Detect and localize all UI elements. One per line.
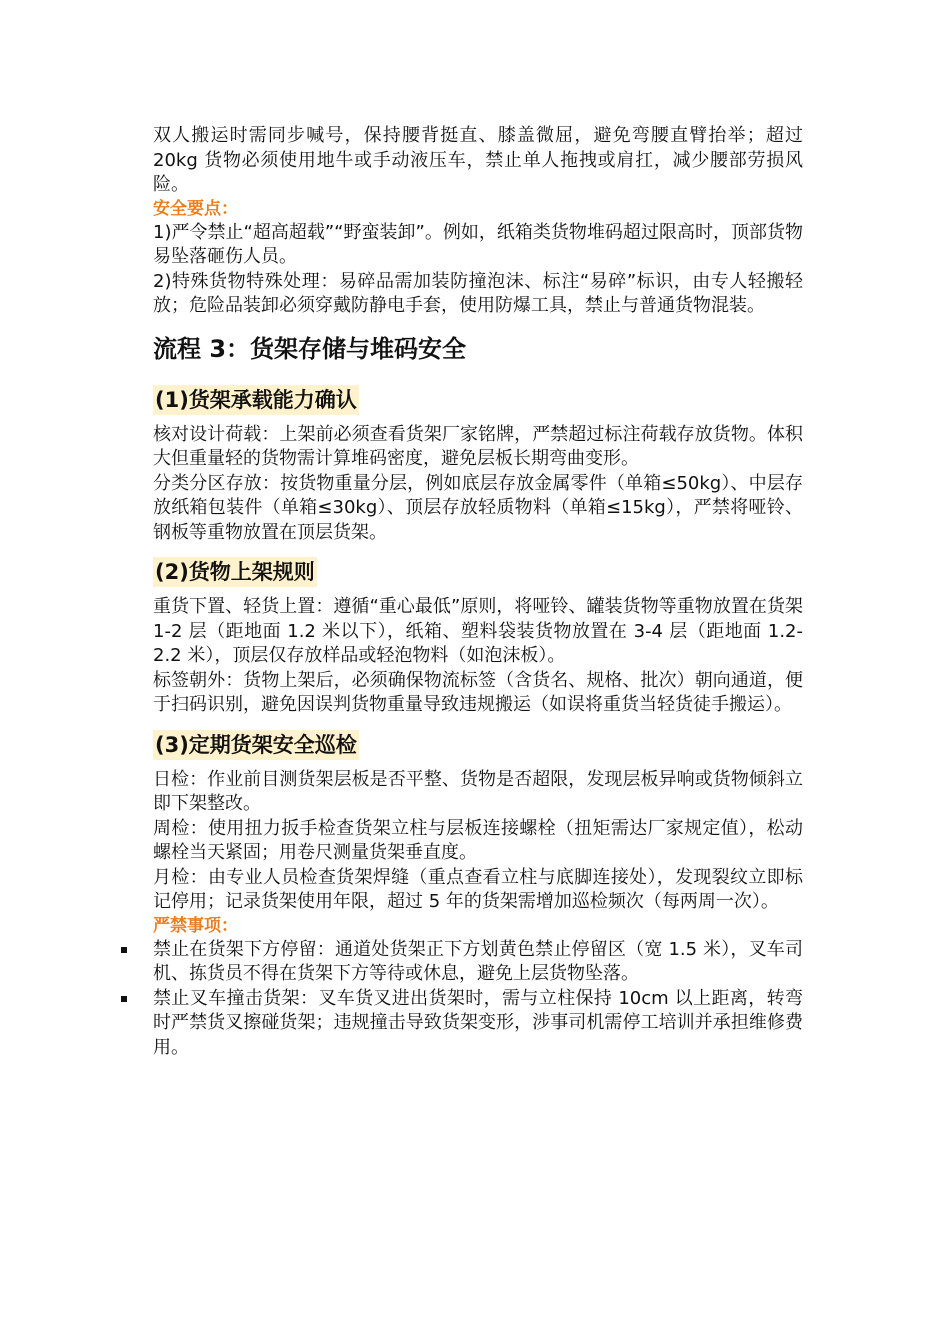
safety-point-2: 2)特殊货物特殊处理：易碎品需加装防撞泡沫、标注“易碎”标识，由专人轻搬轻放；危险品装卸必须穿戴防静电手套，使用防爆工具，禁止与普通货物混装。 bbox=[153, 270, 803, 316]
prohibited-items-label: 严禁事项： bbox=[153, 915, 238, 936]
subsection-1-heading: (1)货架承载能力确认 bbox=[153, 385, 359, 415]
subsection-2-para-1: 重货下置、轻货上置：遵循“重心最低”原则，将哑铃、罐装货物等重物放置在货架 1-2 层（距地面 1.2 米以下），纸箱、塑料袋装货物放置在 3-4 层（距地面 1.2-2.2 米），顶层仅存放样品或轻泡物料（如泡沫板）。 bbox=[153, 596, 803, 666]
list-item-text: 禁止在货架下方停留：通道处货架正下方划黄色禁止停留区（宽 1.5 米），叉车司机、拣货员不得在货架下方等待或休息，避免上层货物坠落。 bbox=[153, 938, 803, 984]
section-3-title: 流程 3：货架存储与堆码安全 bbox=[153, 334, 467, 363]
list-item-text: 禁止叉车撞击货架：叉车货叉进出货架时，需与立柱保持 10cm 以上距离，转弯时严禁货叉擦碰货架；违规撞击导致货架变形，涉事司机需停工培训并承担维修费用。 bbox=[153, 987, 803, 1058]
subsection-1-para-2: 分类分区存放：按货物重量分层，例如底层存放金属零件（单箱≤50kg）、中层存放纸箱包装件（单箱≤30kg）、顶层存放轻质物料（单箱≤15kg），严禁将哑铃、钢板等重物放置在顶层货架。 bbox=[153, 472, 803, 543]
subsection-3-para-2: 周检：使用扭力扳手检查货架立柱与层板连接螺栓（扭矩需达厂家规定值），松动螺栓当天紧固；用卷尺测量货架垂直度。 bbox=[153, 817, 803, 863]
safety-point-1: 1)严令禁止“超高超载”“野蛮装卸”。例如，纸箱类货物堆码超过限高时，顶部货物易坠落砸伤人员。 bbox=[153, 221, 803, 267]
intro-paragraph: 双人搬运时需同步喊号，保持腰背挺直、膝盖微屈，避免弯腰直臂抬举；超过 20kg 货物必须使用地牛或手动液压车，禁止单人拖拽或肩扛，减少腰部劳损风险。 bbox=[153, 125, 803, 195]
subsection-3-heading: (3)定期货架安全巡检 bbox=[153, 730, 359, 760]
list-item bbox=[153, 938, 803, 987]
bullet-icon bbox=[121, 996, 127, 1002]
bullet-icon bbox=[121, 947, 127, 953]
document-page bbox=[153, 124, 803, 1060]
subsection-2-heading: (2)货物上架规则 bbox=[153, 557, 317, 587]
subsection-3-para-1: 日检：作业前目测货架层板是否平整、货物是否超限，发现层板异响或货物倾斜立即下架整改。 bbox=[153, 768, 803, 814]
safety-points-label: 安全要点： bbox=[153, 198, 238, 219]
subsection-1-para-1: 核对设计荷载：上架前必须查看货架厂家铭牌，严禁超过标注荷载存放货物。体积大但重量轻的货物需计算堆码密度，避免层板长期弯曲变形。 bbox=[153, 423, 803, 469]
subsection-2-para-2: 标签朝外：货物上架后，必须确保物流标签（含货名、规格、批次）朝向通道，便于扫码识别，避免因误判货物重量导致违规搬运（如误将重货当轻货徒手搬运）。 bbox=[153, 669, 803, 715]
list-item bbox=[153, 987, 803, 1061]
subsection-3-para-3: 月检：由专业人员检查货架焊缝（重点查看立柱与底脚连接处），发现裂纹立即标记停用；记录货架使用年限，超过 5 年的货架需增加巡检频次（每两周一次）。 bbox=[153, 866, 803, 912]
prohibited-list bbox=[153, 938, 803, 1061]
